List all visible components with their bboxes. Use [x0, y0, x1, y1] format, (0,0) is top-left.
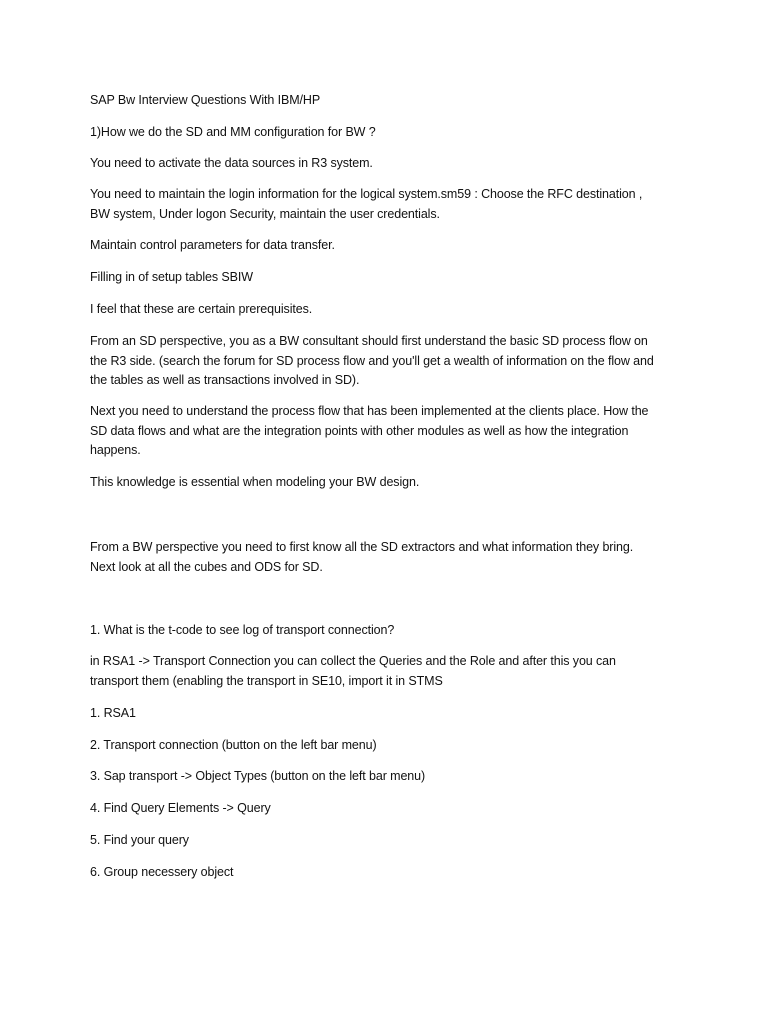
text-line: From a BW perspective you need to first know all the SD extractors and what information they bring.: [90, 540, 634, 554]
text-line: the tables as well as transactions involved in SD).: [90, 373, 360, 387]
rsa1-paragraph: [90, 652, 690, 691]
process-flow-paragraph: [90, 402, 690, 461]
knowledge-paragraph: This knowledge is essential when modeling your BW design.: [90, 475, 420, 489]
text-line: happens.: [90, 443, 141, 457]
text-line: From an SD perspective, you as a BW consultant should first understand the basic SD process flow on: [90, 334, 648, 348]
text-line: SD data flows and what are the integration points with other modules as well as how the integration: [90, 423, 629, 438]
question-1: 1)How we do the SD and MM configuration for BW ?: [90, 125, 376, 139]
text-line: Next you need to understand the process flow that has been implemented at the clients place. How the: [90, 404, 649, 418]
step-1: 1. RSA1: [90, 706, 136, 720]
answer-control-parameters: Maintain control parameters for data transfer.: [90, 238, 335, 252]
answer-prerequisites: I feel that these are certain prerequisites.: [90, 302, 313, 316]
sd-perspective-paragraph: [90, 332, 690, 391]
answer-activate-datasources: You need to activate the data sources in R3 system.: [90, 156, 373, 170]
text-line: BW system, Under logon Security, maintain the user credentials.: [90, 206, 440, 221]
step-5: 5. Find your query: [90, 833, 189, 847]
step-6: 6. Group necessery object: [90, 865, 234, 879]
step-3: 3. Sap transport -> Object Types (button on the left bar menu): [90, 769, 426, 783]
text-line: You need to maintain the login information for the logical system.sm59 : Choose the RFC destination ,: [90, 187, 643, 201]
bw-perspective-paragraph: [90, 538, 690, 577]
step-4: 4. Find Query Elements -> Query: [90, 801, 271, 815]
text-line: Next look at all the cubes and ODS for SD.: [90, 559, 323, 574]
step-2: 2. Transport connection (button on the left bar menu): [90, 738, 377, 752]
answer-setup-tables: Filling in of setup tables SBIW: [90, 270, 253, 284]
text-line: in RSA1 -> Transport Connection you can collect the Queries and the Role and after this you can: [90, 654, 616, 668]
text-line: transport them (enabling the transport in SE10, import it in STMS: [90, 673, 443, 688]
answer-login-info: [90, 185, 690, 224]
text-line: the R3 side. (search the forum for SD process flow and you'll get a wealth of information on the flow and: [90, 353, 654, 368]
question-transport-log: 1. What is the t-code to see log of transport connection?: [90, 623, 395, 637]
document-title: SAP Bw Interview Questions With IBM/HP: [90, 93, 321, 107]
